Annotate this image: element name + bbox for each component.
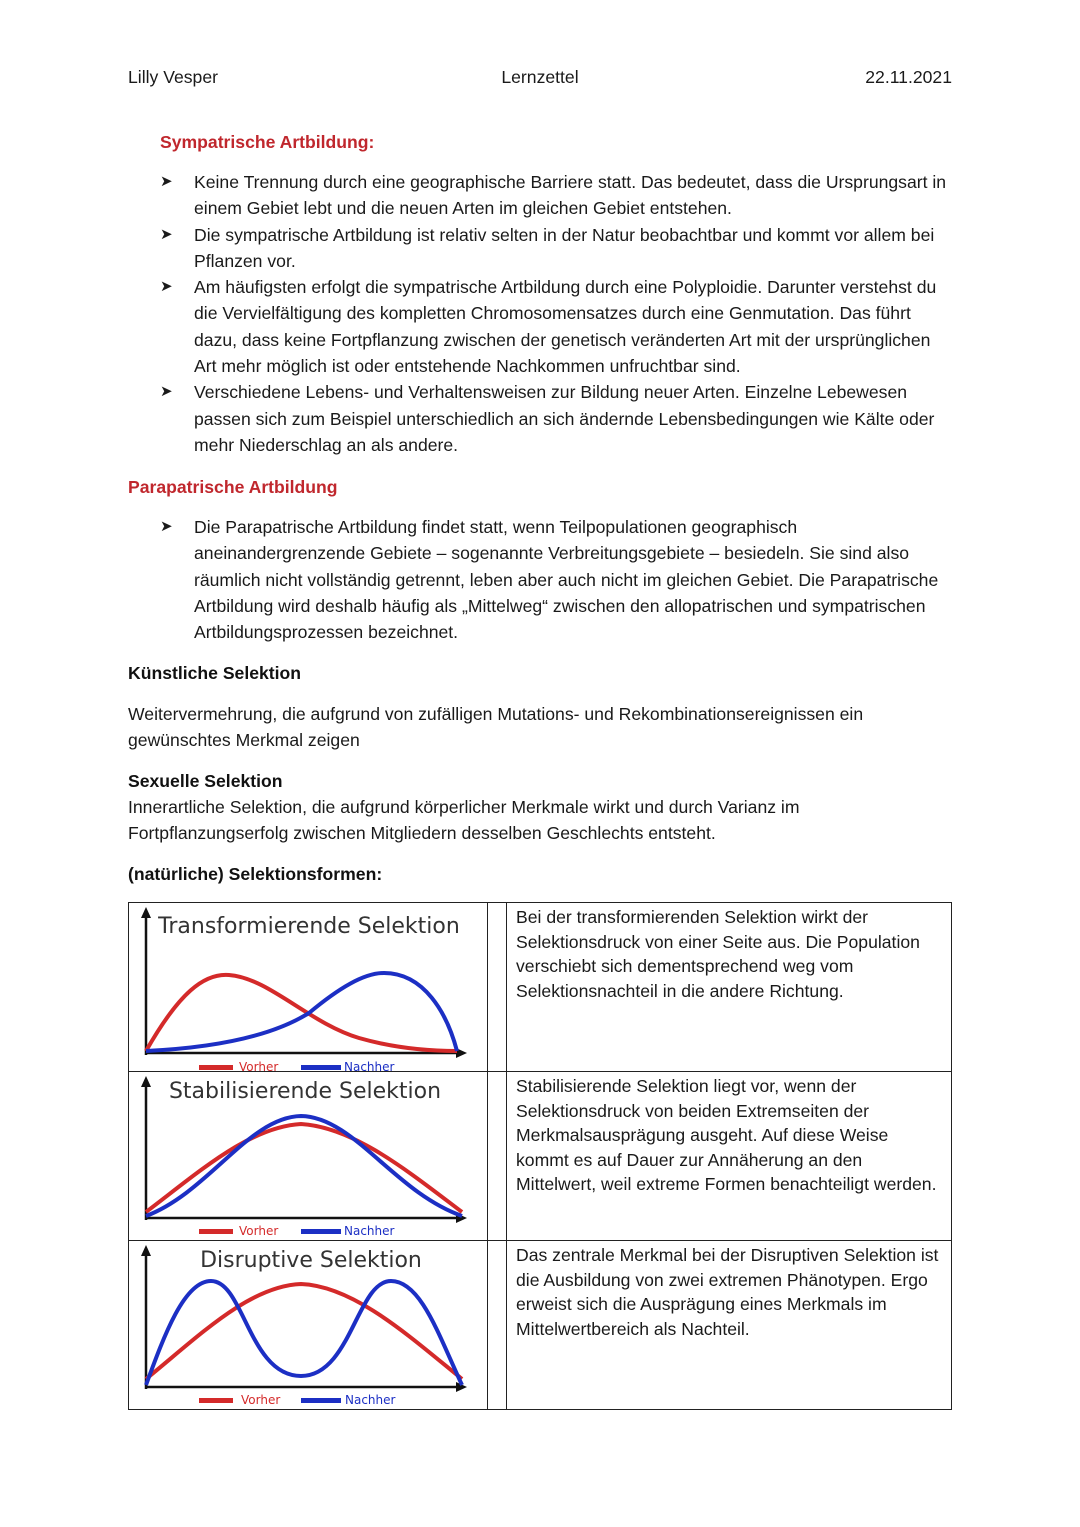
legend-before-label: Vorher <box>239 1060 279 1071</box>
list-item <box>160 222 954 275</box>
transformative-selection-diagram <box>129 903 487 1071</box>
after-curve <box>146 1281 462 1385</box>
y-axis-arrow-icon <box>141 907 151 918</box>
table-row <box>129 1072 952 1241</box>
figure-cell <box>129 1072 488 1241</box>
arrow-bullet-icon: ➤ <box>160 278 173 296</box>
spacer-cell <box>488 903 507 1072</box>
selection-forms-table <box>128 902 952 1410</box>
legend-after-label: Nachher <box>345 1393 396 1407</box>
author-name: Lilly Vesper <box>128 67 218 87</box>
stabilizing-selection-diagram <box>129 1072 487 1240</box>
diagram-title: Stabilisierende Selektion <box>168 1079 442 1104</box>
arrow-bullet-icon: ➤ <box>160 173 173 190</box>
bullet-text: Die Parapatrische Artbildung findet statt, wenn Teilpopulationen geographisch aneinandergrenzende Gebiete – sogenannte Verbreitungsgebiete – besiedeln. Sie sind also räumlich nicht vollständig getrennt, leben aber auch nicht im gleichen Gebiet. Die Parapatrische Artbildung wird deshalb häufig als „Mittelweg“ zwischen den allopatrischen und sympatrischen Artbildungsprozessen bezeichnet. <box>194 517 939 643</box>
table-row <box>129 903 952 1072</box>
before-curve <box>146 975 457 1051</box>
after-curve <box>146 973 457 1051</box>
bullet-text: Die sympatrische Artbildung ist relativ selten in der Natur beobachtbar und kommt vor allem bei Pflanzen vor. <box>194 224 935 271</box>
legend-after-swatch <box>301 1229 341 1234</box>
heading-artificial-selection: Künstliche Selektion <box>128 663 302 683</box>
list-item <box>160 274 954 379</box>
arrow-bullet-icon: ➤ <box>160 518 173 535</box>
arrow-bullet-icon: ➤ <box>160 383 173 401</box>
heading-sexual-selection: Sexuelle Selektion <box>128 771 283 791</box>
spacer-cell <box>488 1072 507 1241</box>
legend-after-label: Nachher <box>344 1060 395 1071</box>
diagram-title: Disruptive Selektion <box>200 1248 422 1273</box>
bullet-text: Verschiedene Lebens- und Verhaltensweisen zur Bildung neuer Arten. Einzelne Lebewesen passen sich zum Beispiel unterschiedlich an sich ändernde Lebensbedingungen wie Kälte oder mehr Niederschlag an als andere. <box>194 382 935 455</box>
description-cell: Bei der transformierenden Selektion wirkt der Selektionsdruck von einer Seite aus. Die Population verschiebt sich dementsprechend weg vom Selektionsnachteil in die andere Richtung. <box>507 903 952 1072</box>
bullet-text: Keine Trennung durch eine geographische Barriere statt. Das bedeutet, dass die Ursprungsart in einem Gebiet lebt und die neuen Arten im gleichen Gebiet entstehen. <box>194 172 947 219</box>
description-cell: Das zentrale Merkmal bei der Disruptiven Selektion ist die Ausbildung von zwei extremen Phänotypen. Ergo erweist sich die Ausprägung eines Merkmals im Mittelwertbereich als Nachteil. <box>507 1241 952 1410</box>
y-axis-arrow-icon <box>141 1076 151 1087</box>
legend-after-swatch <box>301 1398 341 1403</box>
sympatric-bullet-list <box>160 169 954 458</box>
spacer-cell <box>488 1241 507 1410</box>
legend-before-swatch <box>199 1398 233 1403</box>
legend-before-label: Vorher <box>239 1224 279 1238</box>
artificial-selection-text: Weitervermehrung, die aufgrund von zufälligen Mutations- und Rekombinationsereignissen ein gewünschtes Merkmal zeigen <box>128 704 864 751</box>
description-cell: Stabilisierende Selektion liegt vor, wenn der Selektionsdruck von beiden Extremseiten der Merkmalsausprägung ausgeht. Auf diese Weise kommt es auf Dauer zur Annäherung an den Mittelwert, weil extreme Formen benachteiligt werden. <box>507 1072 952 1241</box>
disruptive-selection-diagram <box>129 1241 487 1409</box>
y-axis-arrow-icon <box>141 1245 151 1256</box>
parapatric-bullet-list <box>160 514 940 645</box>
list-item <box>160 514 940 645</box>
legend-before-label: Vorher <box>241 1393 281 1407</box>
legend-before-swatch <box>199 1065 233 1070</box>
page-header <box>128 64 952 90</box>
legend-after-swatch <box>301 1065 341 1070</box>
figure-cell <box>129 1241 488 1410</box>
legend-after-label: Nachher <box>344 1224 395 1238</box>
legend-before-swatch <box>199 1229 233 1234</box>
list-item <box>160 169 954 222</box>
document-title: Lernzettel <box>501 67 579 87</box>
heading-natural-selection: (natürliche) Selektionsformen: <box>128 864 383 884</box>
before-curve <box>146 1124 462 1212</box>
list-item <box>160 379 954 458</box>
sexual-selection-text: Innerartliche Selektion, die aufgrund körperlicher Merkmale wirkt und durch Varianz im Fortpflanzungserfolg zwischen Mitgliedern desselben Geschlechts entsteht. <box>128 797 800 844</box>
bullet-text: Am häufigsten erfolgt die sympatrische Artbildung durch eine Polyploidie. Darunter verstehst du die Vervielfältigung des kompletten Chromosomensatzes durch eine Genmutation. Das führt dazu, dass keine Fortpflanzung zwischen der genetisch veränderten Art mit der ursprünglichen Art mehr möglich ist oder entstehende Nachkommen unfruchtbar sind. <box>194 277 937 377</box>
figure-cell <box>129 903 488 1072</box>
after-curve <box>146 1116 462 1216</box>
before-curve <box>146 1284 462 1379</box>
table-row <box>129 1241 952 1410</box>
heading-parapatric: Parapatrische Artbildung <box>128 477 338 497</box>
arrow-bullet-icon: ➤ <box>160 225 173 243</box>
heading-sympatric: Sympatrische Artbildung: <box>160 132 375 152</box>
diagram-title: Transformierende Selektion <box>158 914 460 939</box>
document-date: 22.11.2021 <box>865 67 952 87</box>
